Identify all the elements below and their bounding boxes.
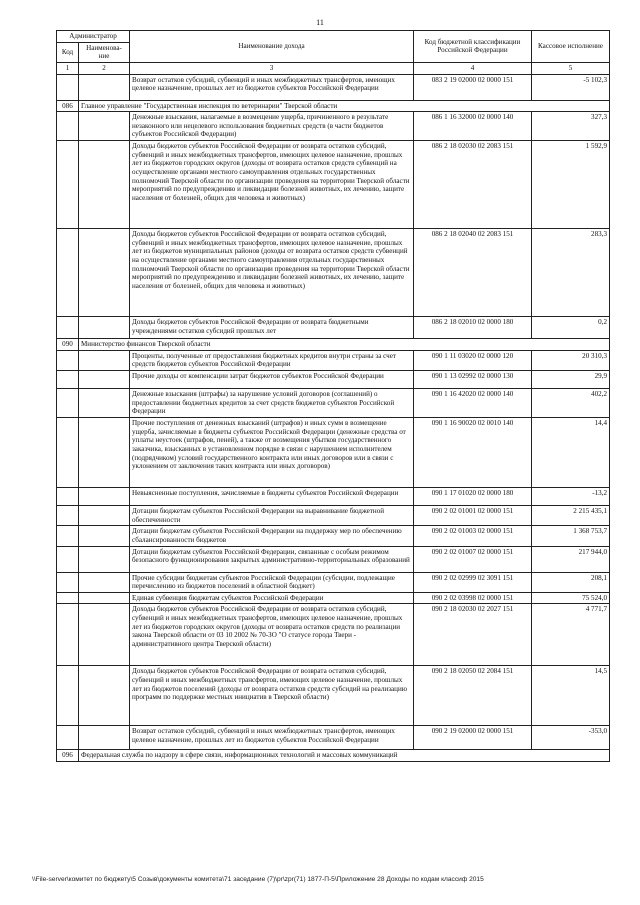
column-number: 4 xyxy=(414,62,532,74)
income-row xyxy=(57,666,610,726)
administrator-name: Министерство финансов Тверской области xyxy=(79,339,610,351)
page-number: 11 xyxy=(316,18,324,27)
execution-value: 20 310,3 xyxy=(532,350,610,370)
budget-code: 090 1 11 03020 02 0000 120 xyxy=(414,350,532,370)
empty-cell xyxy=(57,371,79,389)
income-row xyxy=(57,572,610,592)
empty-cell xyxy=(79,74,130,100)
empty-cell xyxy=(79,371,130,389)
budget-code: 086 2 18 02040 02 2083 151 xyxy=(414,229,532,317)
execution-value: 1 368 753,7 xyxy=(532,526,610,546)
execution-value: 327,3 xyxy=(532,112,610,141)
empty-cell xyxy=(57,141,79,229)
execution-value: 1 592,9 xyxy=(532,141,610,229)
administrator-name: Главное управление "Государственная инспекция по ветеринарии" Тверской области xyxy=(79,100,610,112)
budget-code: 090 2 02 01003 02 0000 151 xyxy=(414,526,532,546)
empty-cell xyxy=(79,604,130,666)
empty-cell xyxy=(79,112,130,141)
income-row xyxy=(57,317,610,339)
empty-cell xyxy=(57,666,79,726)
execution-value: 217 944,0 xyxy=(532,546,610,572)
empty-cell xyxy=(79,389,130,418)
budget-code: 083 2 19 02000 02 0000 151 xyxy=(414,74,532,100)
income-row xyxy=(57,526,610,546)
income-name: Денежные взыскания, налагаемые в возмещение ущерба, причиненного в результате незаконного или нецелевого использования бюджетных средств (в части бюджетов субъектов Российской Федерации) xyxy=(130,112,414,141)
income-name: Прочие субсидии бюджетам субъектов Российской Федерации (субсидии, подлежащие перечислению из бюджетов поселений в областной бюджет) xyxy=(130,572,414,592)
income-row xyxy=(57,350,610,370)
income-row xyxy=(57,592,610,604)
empty-cell xyxy=(79,229,130,317)
budget-code: 086 2 18 02010 02 0000 180 xyxy=(414,317,532,339)
income-name: Проценты, полученные от предоставления бюджетных кредитов внутри страны за счет средств бюджетов субъектов Российской Федерации xyxy=(130,350,414,370)
file-path-footer: \\File-server\комитет по бюджету\5 Созыв\документы комитета\71 заседание (7)\pr\zpr(71) 1877-П-5\Приложение 28 Доходы по кодам классиф 2015 xyxy=(32,876,484,883)
income-name: Доходы бюджетов субъектов Российской Федерации от возврата остатков субсидий, субвенций и иных межбюджетных трансфертов, имеющих целевое назначение, прошлых лет из бюджетов поселений (доходы от возврата остатков средств субсидий на реализацию программ по поддержке местных инициатив в Тверской области) xyxy=(130,666,414,726)
administrator-code: 090 xyxy=(57,339,79,351)
empty-cell xyxy=(57,604,79,666)
column-numbers-row xyxy=(57,62,610,74)
budget-code: 090 2 02 03998 02 0000 151 xyxy=(414,592,532,604)
income-name: Возврат остатков субсидий, субвенций и иных межбюджетных трансфертов, имеющих целевое назначение, прошлых лет из бюджетов субъектов Российской Федерации xyxy=(130,74,414,100)
section-row xyxy=(57,750,610,762)
income-row xyxy=(57,604,610,666)
empty-cell xyxy=(79,572,130,592)
income-row xyxy=(57,487,610,505)
budget-code: 090 2 02 02999 02 3091 151 xyxy=(414,572,532,592)
column-number: 5 xyxy=(532,62,610,74)
income-row xyxy=(57,229,610,317)
empty-cell xyxy=(57,74,79,100)
income-row xyxy=(57,141,610,229)
execution-value: 4 771,7 xyxy=(532,604,610,666)
empty-cell xyxy=(57,417,79,487)
empty-cell xyxy=(57,726,79,750)
empty-cell xyxy=(79,726,130,750)
budget-code-header: Код бюджетной классификации Российской Федерации xyxy=(414,31,532,63)
empty-cell xyxy=(79,592,130,604)
income-row xyxy=(57,371,610,389)
empty-cell xyxy=(57,112,79,141)
budget-code: 086 1 16 32000 02 0000 140 xyxy=(414,112,532,141)
execution-value: 2 215 435,1 xyxy=(532,505,610,525)
column-number: 1 xyxy=(57,62,79,74)
section-row xyxy=(57,100,610,112)
empty-cell xyxy=(57,505,79,525)
income-name: Доходы бюджетов субъектов Российской Федерации от возврата остатков субсидий, субвенций и иных межбюджетных трансфертов, имеющих целевое назначение, прошлых лет из бюджетов муниципальных районов (доходы от возврата остатков средств субвенций на осуществление органами местного самоуправления отдельных государственных полномочий Тверской области по организации проведения на территории Тверской области мероприятий по предупреждению и ликвидации болезней животных, их лечению, защите населения от болезней, общих для человека и животных) xyxy=(130,229,414,317)
empty-cell xyxy=(79,505,130,525)
execution-value: 402,2 xyxy=(532,389,610,418)
income-row xyxy=(57,389,610,418)
budget-code: 086 2 18 02030 02 2083 151 xyxy=(414,141,532,229)
empty-cell xyxy=(57,526,79,546)
administrator-name: Федеральная служба по надзору в сфере связи, информационных технологий и массовых коммуникаций xyxy=(79,750,610,762)
budget-code: 090 2 02 01001 02 0000 151 xyxy=(414,505,532,525)
empty-cell xyxy=(57,592,79,604)
execution-value: 75 524,0 xyxy=(532,592,610,604)
empty-cell xyxy=(57,317,79,339)
income-row xyxy=(57,726,610,750)
empty-cell xyxy=(79,487,130,505)
budget-code: 090 2 18 02030 02 2027 151 xyxy=(414,604,532,666)
code-header: Код xyxy=(57,42,79,62)
empty-cell xyxy=(57,546,79,572)
column-number: 3 xyxy=(130,62,414,74)
execution-value: -353,0 xyxy=(532,726,610,750)
budget-code: 090 1 16 42020 02 0000 140 xyxy=(414,389,532,418)
administrator-code: 096 xyxy=(57,750,79,762)
empty-cell xyxy=(79,141,130,229)
empty-cell xyxy=(57,350,79,370)
budget-code: 090 2 02 01007 02 0000 151 xyxy=(414,546,532,572)
income-row xyxy=(57,417,610,487)
income-name: Возврат остатков субсидий, субвенций и иных межбюджетных трансфертов, имеющих целевое назначение, прошлых лет из бюджетов субъектов Российской Федерации xyxy=(130,726,414,750)
income-name: Прочие доходы от компенсации затрат бюджетов субъектов Российской Федерации xyxy=(130,371,414,389)
table-body xyxy=(57,74,610,762)
income-name: Доходы бюджетов субъектов Российской Федерации от возврата бюджетными учреждениями остатков субсидий прошлых лет xyxy=(130,317,414,339)
empty-cell xyxy=(79,350,130,370)
budget-code: 090 1 17 01020 02 0000 180 xyxy=(414,487,532,505)
execution-value: -13,2 xyxy=(532,487,610,505)
section-row xyxy=(57,339,610,351)
execution-value: 29,9 xyxy=(532,371,610,389)
execution-value: 0,2 xyxy=(532,317,610,339)
execution-header: Кассовое исполнение xyxy=(532,31,610,63)
income-name: Дотации бюджетам субъектов Российской Федерации на выравнивание бюджетной обеспеченности xyxy=(130,505,414,525)
income-row xyxy=(57,505,610,525)
empty-cell xyxy=(57,389,79,418)
empty-cell xyxy=(79,666,130,726)
administrator-code: 086 xyxy=(57,100,79,112)
execution-value: 14,4 xyxy=(532,417,610,487)
budget-code: 090 1 13 02992 02 0000 130 xyxy=(414,371,532,389)
budget-code: 090 2 18 02050 02 2084 151 xyxy=(414,666,532,726)
income-row xyxy=(57,74,610,100)
execution-value: 14,5 xyxy=(532,666,610,726)
income-table xyxy=(56,30,610,762)
income-name-header: Наименование дохода xyxy=(130,31,414,63)
column-number: 2 xyxy=(79,62,130,74)
empty-cell xyxy=(79,417,130,487)
income-name: Единая субвенция бюджетам субъектов Российской Федерации xyxy=(130,592,414,604)
budget-code: 090 1 16 90020 02 0010 140 xyxy=(414,417,532,487)
income-row xyxy=(57,112,610,141)
income-row xyxy=(57,546,610,572)
budget-code: 090 2 19 02000 02 0000 151 xyxy=(414,726,532,750)
empty-cell xyxy=(79,526,130,546)
income-name: Доходы бюджетов субъектов Российской Федерации от возврата остатков субсидий, субвенций и иных межбюджетных трансфертов, имеющих целевое назначение, прошлых лет из бюджетов городских округов (доходы от возврата остатков средств по реализации закона Тверской области от 03 10 2002 № 70-ЗО "О статусе города Твери - административного центра Тверской области) xyxy=(130,604,414,666)
execution-value: 208,1 xyxy=(532,572,610,592)
naming-header: Наименова-ние xyxy=(79,42,130,62)
empty-cell xyxy=(79,546,130,572)
income-name: Дотации бюджетам субъектов Российской Федерации, связанные с особым режимом безопасного функционирования закрытых административно-территориальных образований xyxy=(130,546,414,572)
empty-cell xyxy=(57,572,79,592)
execution-value: -5 102,3 xyxy=(532,74,610,100)
empty-cell xyxy=(79,317,130,339)
empty-cell xyxy=(57,487,79,505)
income-name: Невыясненные поступления, зачисляемые в бюджеты субъектов Российской Федерации xyxy=(130,487,414,505)
income-name: Доходы бюджетов субъектов Российской Федерации от возврата остатков субсидий, субвенций и иных межбюджетных трансфертов, имеющих целевое назначение, прошлых лет из бюджетов городских округов (доходы от возврата остатков средств субвенций на осуществление органами местного самоуправления отдельных государственных полномочий Тверской области по организации проведения на территории Тверской области мероприятий по предупреждению и ликвидации болезней животных, их лечению, защите населения от болезней, общих для человека и животных) xyxy=(130,141,414,229)
execution-value: 283,3 xyxy=(532,229,610,317)
income-name: Прочие поступления от денежных взысканий (штрафов) и иных сумм в возмещение ущерба, зачисляемые в бюджеты субъектов Российской Федерации (денежные средства от уплаты неустоек (штрафов, пеней), а также от возмещения убытков государственного заказчика, взысканных в установленном порядке в связи с нарушением исполнителем (подрядчиком) условий государственного контракта или иных договоров или в связи с уклонением от заключения таких контракта или иных договоров) xyxy=(130,417,414,487)
income-name: Денежные взыскания (штрафы) за нарушение условий договоров (соглашений) о предоставлении бюджетных кредитов за счет средств бюджетов субъектов Российской Федерации xyxy=(130,389,414,418)
income-name: Дотации бюджетам субъектов Российской Федерации на поддержку мер по обеспечению сбалансированности бюджетов xyxy=(130,526,414,546)
empty-cell xyxy=(57,229,79,317)
administrator-header: Администратор xyxy=(57,31,130,43)
